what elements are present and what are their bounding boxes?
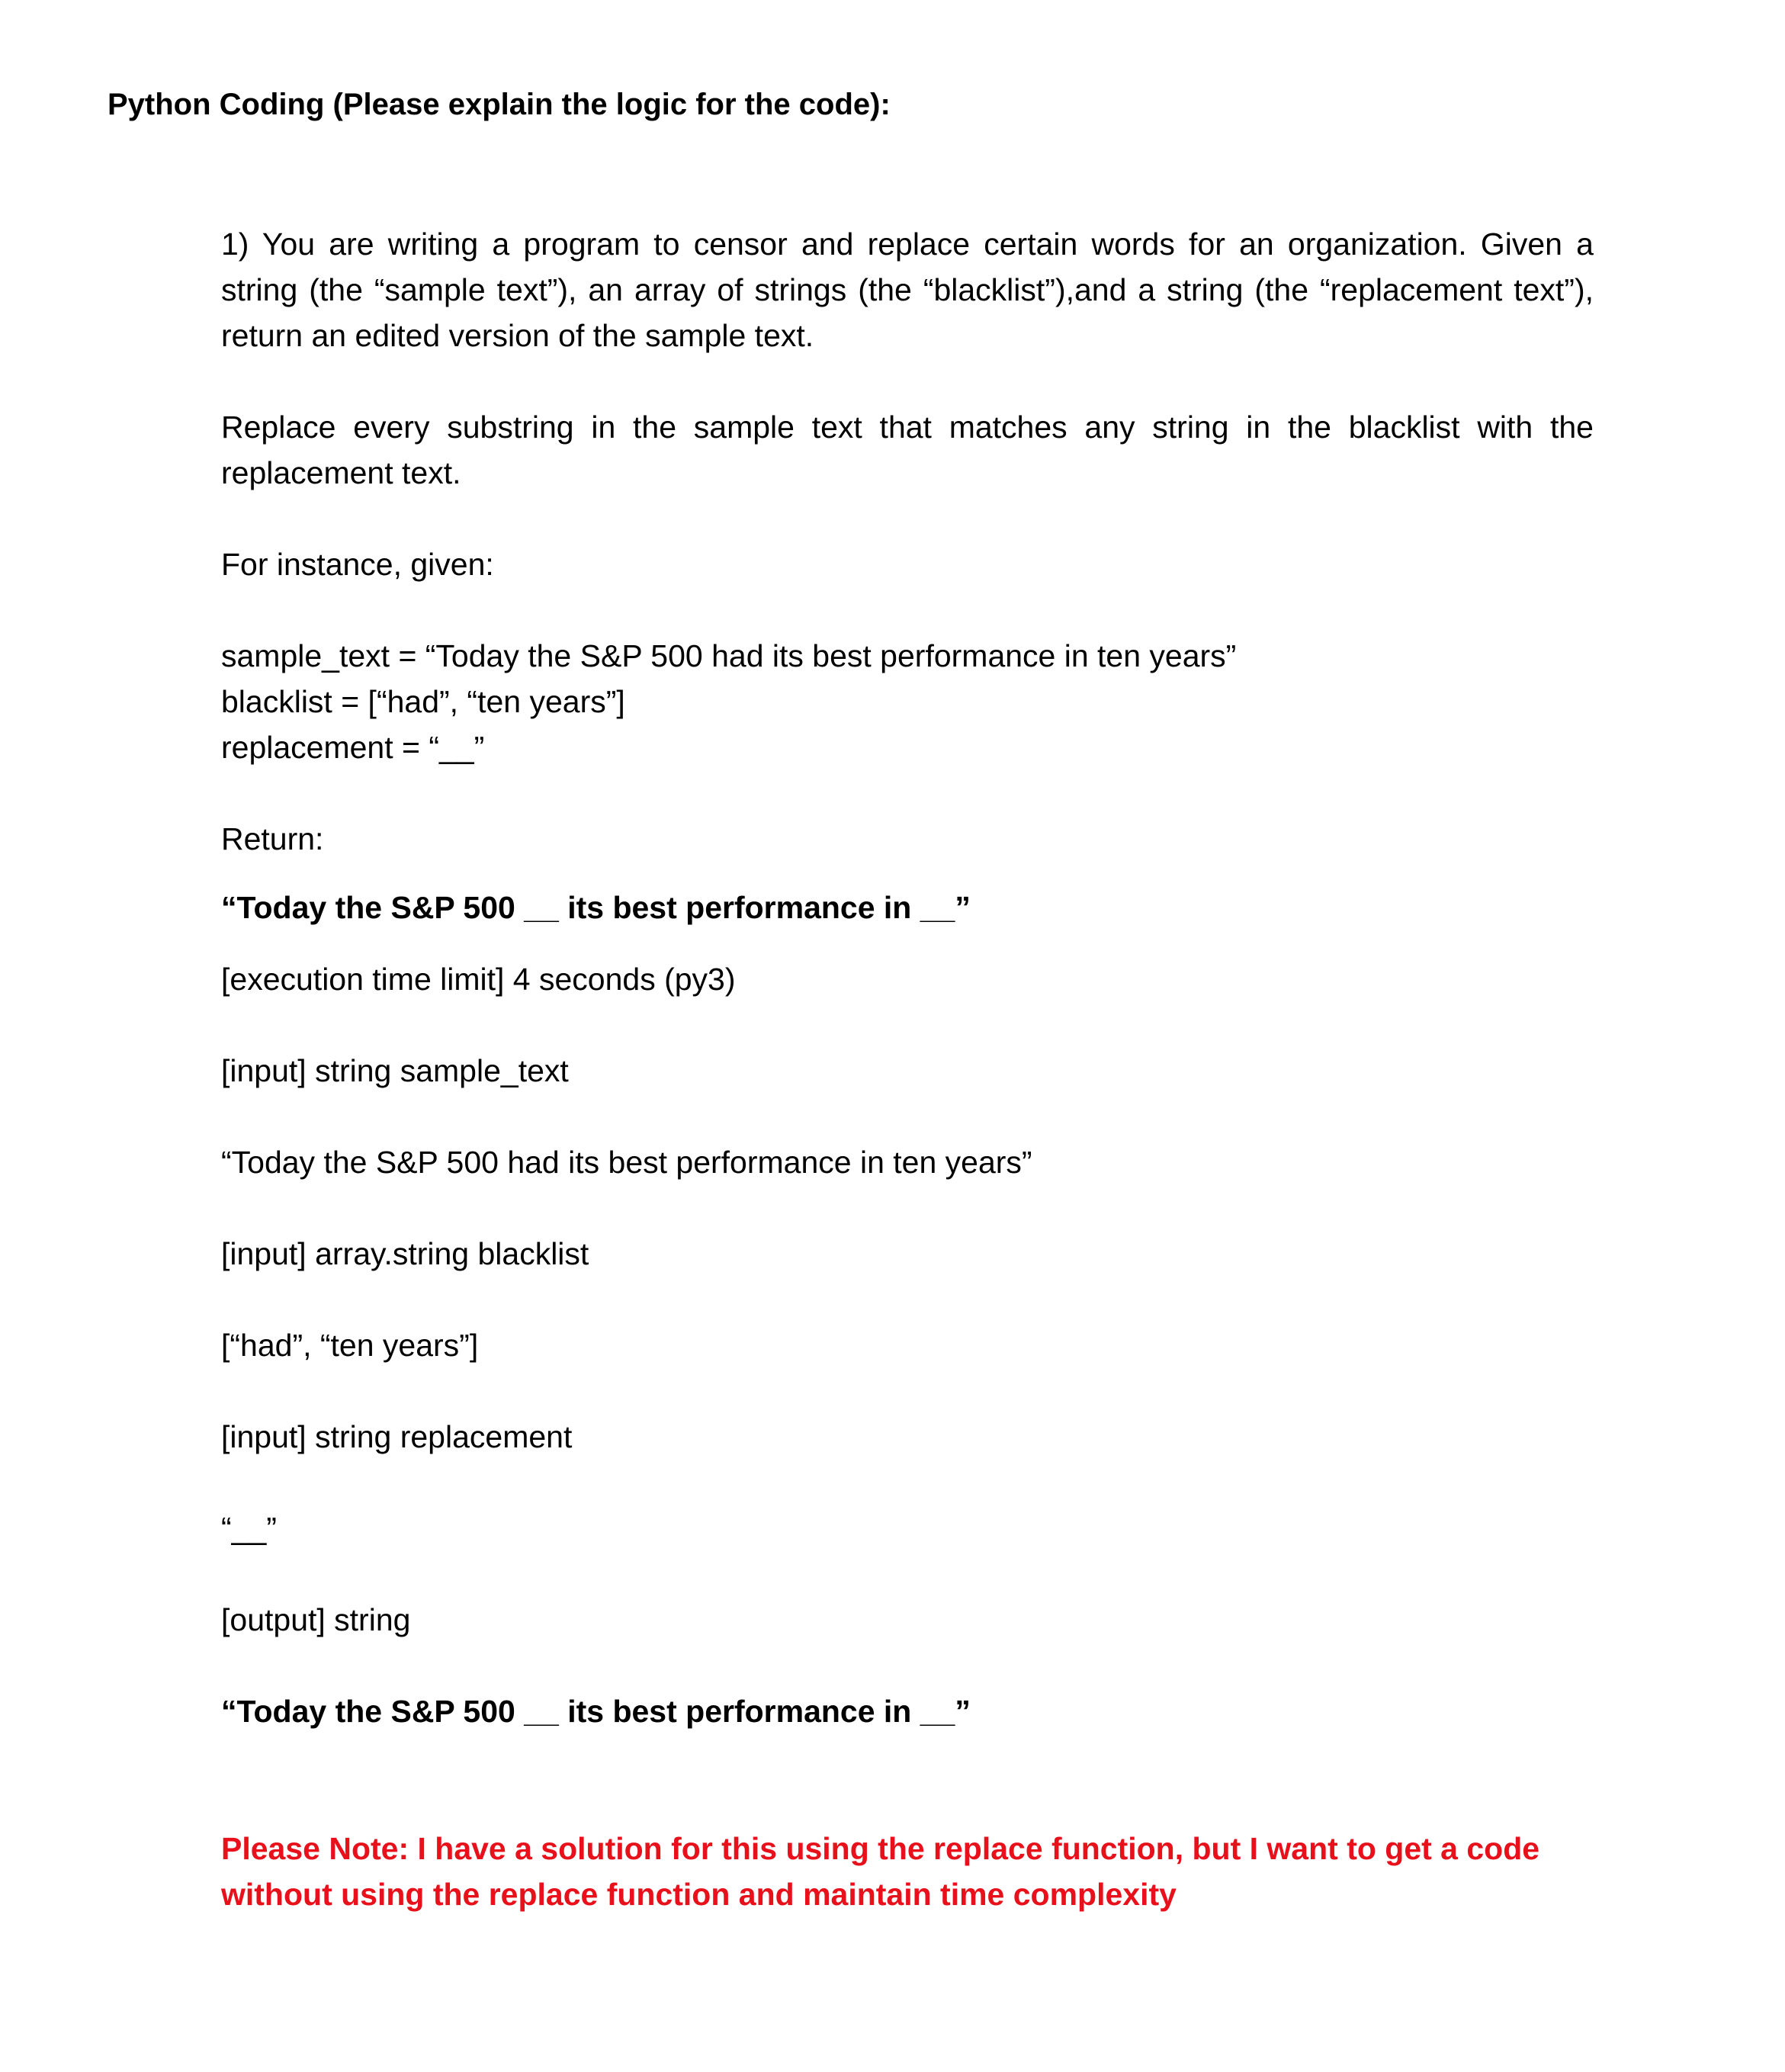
page-title: Python Coding (Please explain the logic for the code): bbox=[108, 88, 891, 121]
example-blacklist: blacklist = [“had”, “ten years”] bbox=[221, 684, 625, 719]
return-value: “Today the S&P 500 __ its best performance in __” bbox=[221, 890, 971, 925]
output-label: [output] string bbox=[221, 1602, 411, 1637]
problem-rule: Replace every substring in the sample text that matches any string in the blacklist with the replacement text. bbox=[221, 410, 1594, 490]
input-sample-text-label: [input] string sample_text bbox=[221, 1053, 569, 1088]
input-replacement-label: [input] string replacement bbox=[221, 1419, 573, 1454]
example-sample-text: sample_text = “Today the S&P 500 had its best performance in ten years” bbox=[221, 638, 1237, 673]
problem-body bbox=[221, 221, 1594, 1917]
execution-time-limit: [execution time limit] 4 seconds (py3) bbox=[221, 962, 736, 997]
note-line-2: without using the replace function and maintain time complexity bbox=[221, 1877, 1177, 1912]
output-value: “Today the S&P 500 __ its best performance in __” bbox=[221, 1694, 971, 1729]
example-replacement: replacement = “__” bbox=[221, 730, 485, 765]
note-line-1: Please Note: I have a solution for this using the replace function, but I want to get a code bbox=[221, 1831, 1540, 1866]
for-instance-label: For instance, given: bbox=[221, 547, 494, 582]
input-blacklist-value: [“had”, “ten years”] bbox=[221, 1328, 479, 1363]
input-sample-text-value: “Today the S&P 500 had its best performance in ten years” bbox=[221, 1145, 1032, 1180]
problem-intro: 1) You are writing a program to censor and replace certain words for an organization. Given a string (the “sample text”), an array of strings (the “blacklist”),and a string (the “replacement text”), return an edited version of the sample text. bbox=[221, 226, 1594, 353]
input-replacement-value: “__” bbox=[221, 1511, 277, 1546]
input-blacklist-label: [input] array.string blacklist bbox=[221, 1236, 589, 1271]
return-label: Return: bbox=[221, 821, 324, 856]
